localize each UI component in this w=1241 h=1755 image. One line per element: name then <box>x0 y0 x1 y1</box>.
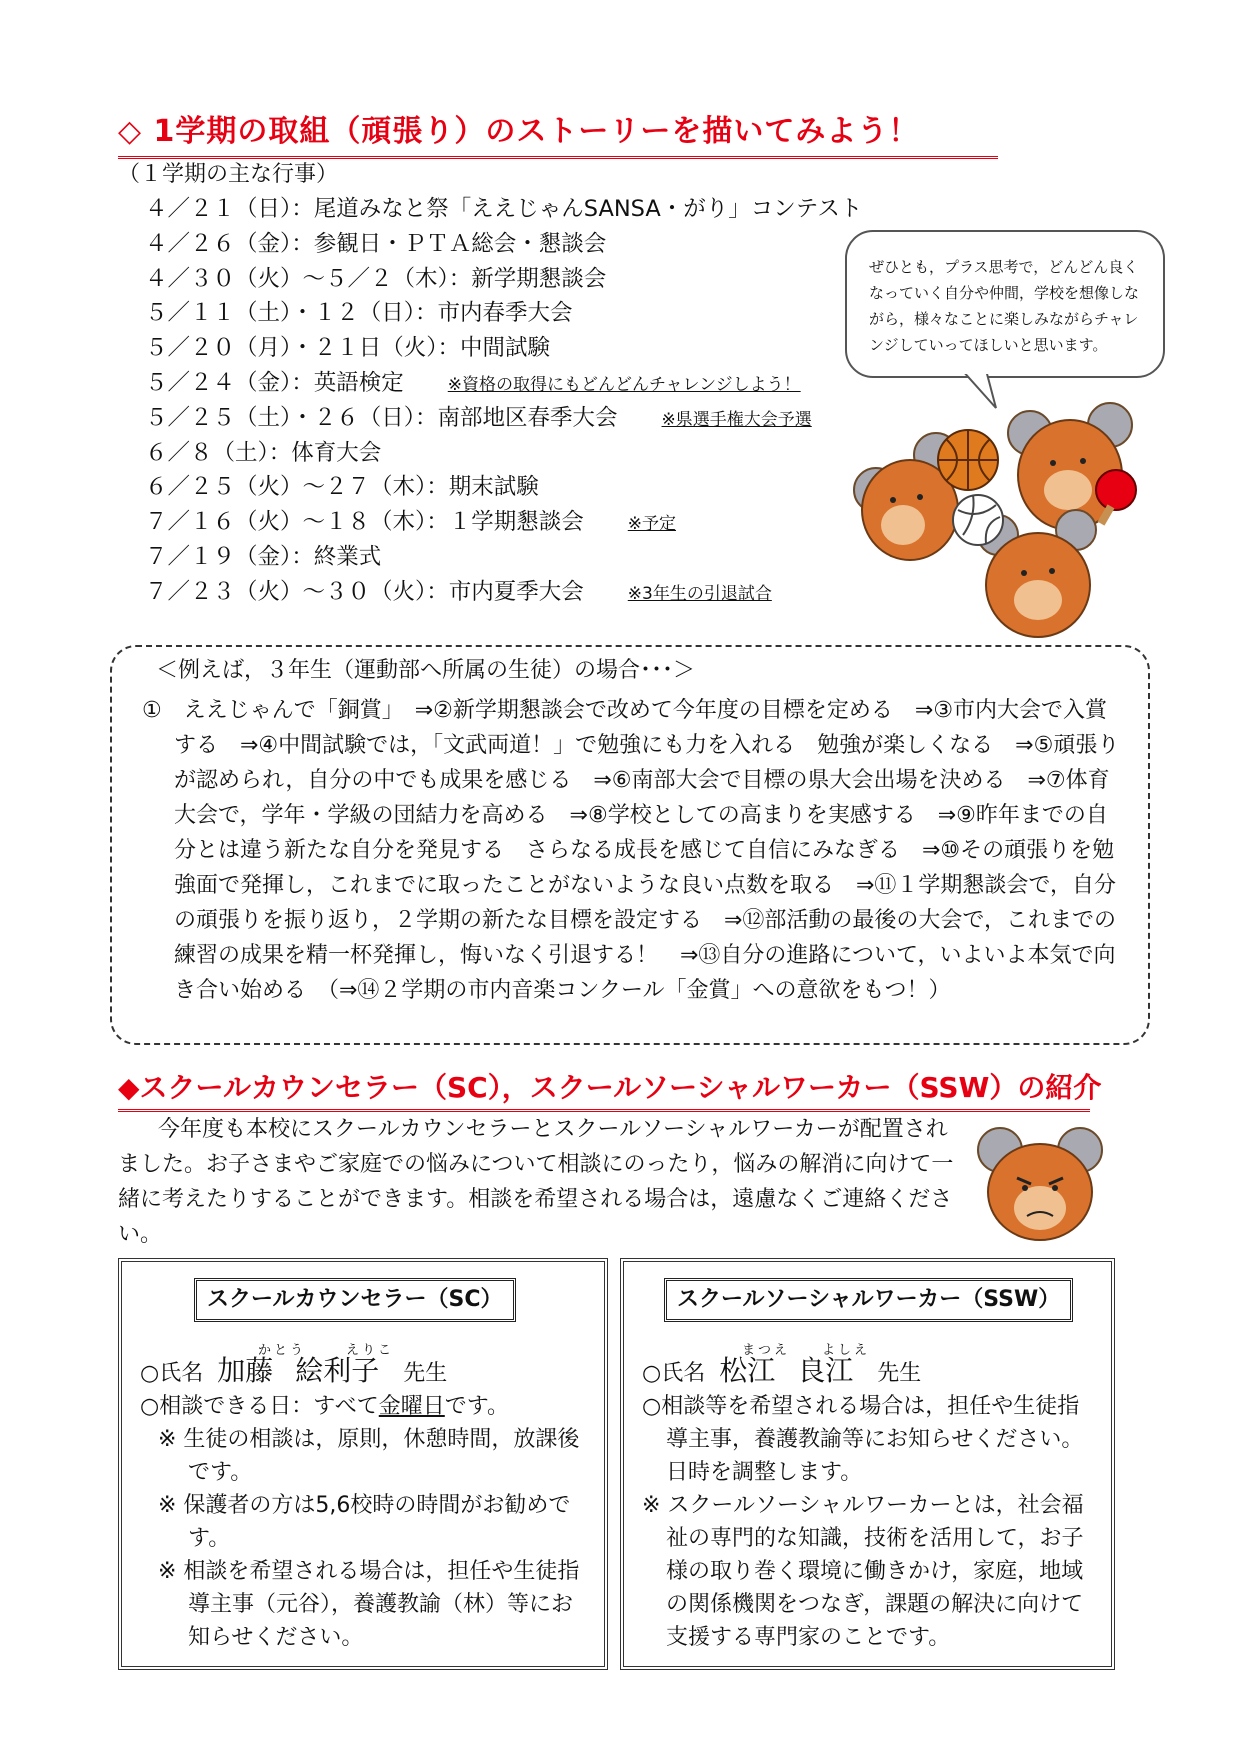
sc-note: ※ 相談を希望される場合は，担任や生徒指導主事（元谷），養護教諭（林）等にお知らせください。 <box>158 1559 580 1650</box>
event-note: ※予定 <box>627 514 677 535</box>
ssw-given-name: 良江 <box>797 1354 854 1387</box>
ssw-box-title: スクールソーシャルワーカー（SSW） <box>664 1278 1073 1322</box>
section-title-counselors: ◆スクールカウンセラー（SC），スクールソーシャルワーカー（SSW）の紹介 <box>118 1067 1090 1112</box>
list-item: ６／２５（火）～２７（木）：期末試験 <box>145 474 539 501</box>
list-item: ７／１６（火）～１８（木）：１学期懇談会 ※予定 <box>145 509 677 536</box>
event-list <box>145 192 862 610</box>
mice-sports-illustration <box>848 395 1168 645</box>
sc-ruby-surname: かとう <box>258 1343 307 1358</box>
sc-consult-day: ○相談できる日：すべて金曜日です。 <box>140 1394 510 1419</box>
sc-note: ※ 保護者の方は5,6校時の時間がお勧めです。 <box>158 1493 571 1551</box>
school-counselor-box <box>118 1258 608 1670</box>
ssw-name-label: ○氏名 <box>642 1361 706 1386</box>
section-title-first-term: ◇ 1学期の取組（頑張り）のストーリーを描いてみよう！ <box>118 110 998 159</box>
example-body: ① ええじゃんで「銅賞」 ⇒②新学期懇談会で改めて今年度の目標を定める ⇒③市内大会で入賞する ⇒④中間試験では，「文武両道！」で勉強にも力を入れる 勉強が楽しくなる ⇒⑤頑張りが認められ，自分の中でも成果を感じる ⇒⑥南部大会で目標の県大会出場を決める ⇒⑦体育大会で，学年・学級の団結力を高める ⇒⑧学校としての高まりを実感する ⇒⑨昨年までの自分とは違う新たな自分を発見する さらなる成長を感じて自信にみなぎる ⇒⑩その頑張りを勉強面で発揮し，これまでに取ったことがないような良い点数を取る ⇒⑪１学期懇談会で，自分の頑張りを振り返り，２学期の新たな目標を設定する ⇒⑫部活動の最後の大会で，これまでの練習の成果を精一杯発揮し，悔いなく引退する！ ⇒⑬自分の進路について，いよいよ本気で向き合い始める （⇒⑭２学期の市内音楽コンクール「金賞」への意欲をもつ！） <box>142 698 1120 1003</box>
example-story-box <box>110 645 1150 1045</box>
sc-name-row <box>140 1334 586 1390</box>
list-item: ７／２３（火）～３０（火）：市内夏季大会 ※3年生の引退試合 <box>145 578 772 605</box>
list-item: ４／２１（日）：尾道みなと祭「ええじゃんSANSA・がり」コンテスト <box>145 196 863 222</box>
sc-box-title: スクールカウンセラー（SC） <box>194 1278 516 1322</box>
sc-given-name: 絵利子 <box>295 1354 380 1387</box>
basketball-icon <box>938 430 998 490</box>
list-item: ７／１９（金）：終業式 <box>145 543 382 570</box>
ssw-note: ※ スクールソーシャルワーカーとは，社会福祉の専門的な知識，技術を活用して，お子様の取り巻く環境に働きかけ，家庭，地域の関係機関をつなぎ，課題の解決に向けて支援する専門家のことです。 <box>642 1493 1084 1650</box>
speech-bubble: ぜひとも，プラス思考で，どんどん良くなっていく自分や仲間，学校を想像しながら，様々なことに楽しみながらチャレンジしていってほしいと思います。 <box>845 230 1165 378</box>
sc-surname: 加藤 <box>217 1354 274 1387</box>
event-note: ※資格の取得にもどんどんチャレンジしよう！ <box>447 374 801 395</box>
counselor-intro: 今年度も本校にスクールカウンセラーとスクールソーシャルワーカーが配置されました。お子さまやご家庭での悩みについて相談にのったり，悩みの解消に向けて一緒に考えたりすることができます。相談を希望される場合は，遠慮なくご連絡ください。 <box>118 1117 954 1247</box>
events-subtitle: （１学期の主な行事） <box>118 162 339 187</box>
ssw-ruby-surname: まつえ <box>742 1343 791 1358</box>
example-heading: ＜例えば，３年生（運動部へ所属の生徒）の場合･･･＞ <box>156 658 696 683</box>
mouse-icon <box>975 1120 1105 1245</box>
list-item: ５／１１（土）・１２（日）：市内春季大会 <box>145 300 573 327</box>
list-item: ５／２４（金）：英語検定 ※資格の取得にもどんどんチャレンジしよう！ <box>145 369 801 396</box>
sc-ruby-given: えりこ <box>346 1343 395 1358</box>
list-item: ５／２５（土）・２６（日）：南部地区春季大会 ※県選手権大会予選 <box>145 404 812 431</box>
sc-name-label: ○氏名 <box>140 1361 204 1386</box>
table-tennis-paddle-icon <box>1096 470 1136 526</box>
list-item: ４／３０（火）～５／２（木）：新学期懇談会 <box>145 265 607 292</box>
ssw-ruby-given: よしえ <box>822 1343 871 1358</box>
list-item: ４／２６（金）：参観日・ＰＴＡ総会・懇談会 <box>145 230 607 257</box>
ssw-name-row <box>642 1334 1093 1390</box>
sc-note: ※ 生徒の相談は，原則，休憩時間，放課後です。 <box>158 1427 580 1485</box>
volleyball-icon <box>953 495 1003 545</box>
sc-honorific: 先生 <box>403 1361 448 1386</box>
list-item: ６／８（土）：体育大会 <box>145 439 382 466</box>
ssw-consult-info: ○相談等を希望される場合は，担任や生徒指導主事，養護教諭等にお知らせください。日時を調整します。 <box>642 1394 1084 1485</box>
ssw-honorific: 先生 <box>877 1361 922 1386</box>
event-note: ※3年生の引退試合 <box>627 583 772 604</box>
ssw-surname: 松江 <box>719 1354 776 1387</box>
school-social-worker-box <box>620 1258 1115 1670</box>
list-item: ５／２０（月）・２１日（火）：中間試験 <box>145 335 551 362</box>
event-note: ※県選手権大会予選 <box>661 409 812 430</box>
